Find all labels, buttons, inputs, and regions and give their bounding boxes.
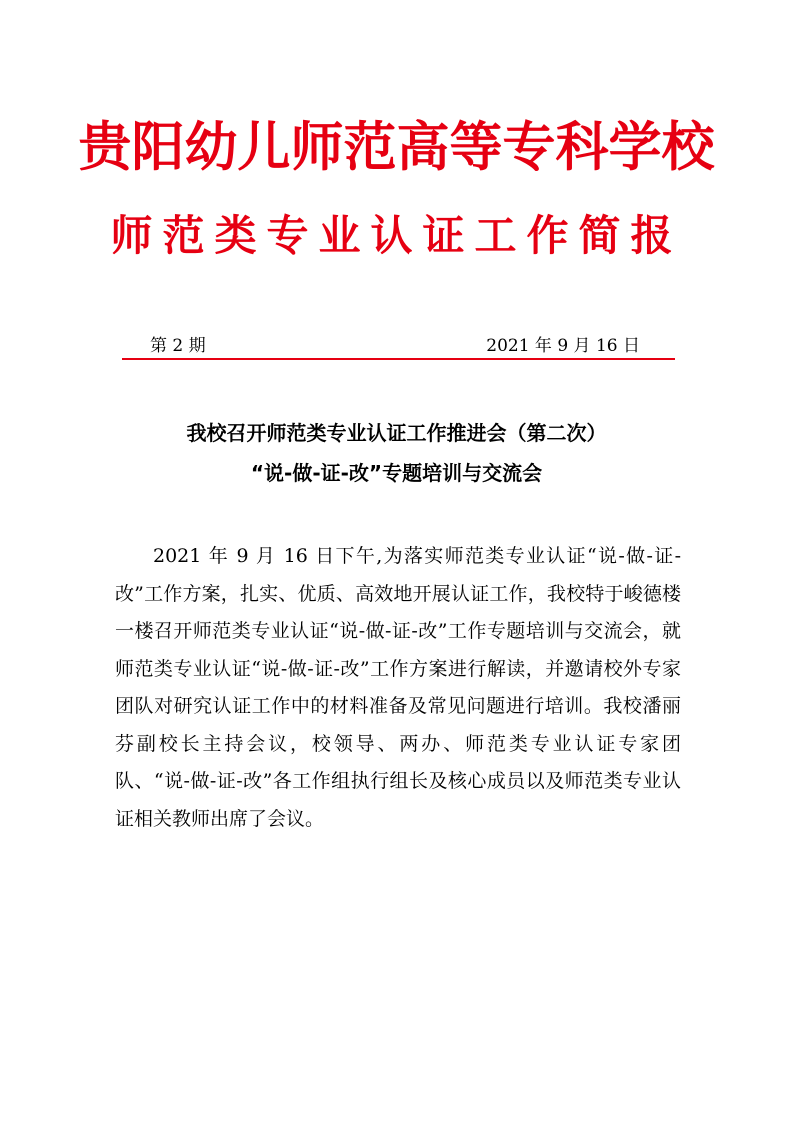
- masthead-school-name: 贵阳幼儿师范高等专科学校: [78, 117, 715, 178]
- article-headline-line2: “说-做-证-改”专题培训与交流会: [250, 461, 543, 485]
- issue-info-row: [122, 334, 675, 360]
- article-body-paragraph: 2021 年 9 月 16 日下午,为落实师范类专业认证“说-做-证-改”工作方案，扎实、优质、高效地开展认证工作，我校特于峻德楼一楼召开师范类专业认证“说-做-证-改”工作专题培训与交流会，就师范类专业认证“说-做-证-改”工作方案进行解读，并邀请校外专家团队对研究认证工作中的材料准备及常见问题进行培训。我校潘丽芬副校长主持会议，校领导、两办、师范类专业认证专家团队、“说-做-证-改”各工作组执行组长及核心成员以及师范类专业认证相关教师出席了会议。: [115, 545, 681, 830]
- masthead-bulletin-title: 师范类专业认证工作简报: [110, 211, 683, 260]
- issue-date: 2021 年 9 月 16 日: [486, 336, 640, 356]
- article-headline-line1: 我校召开师范类专业认证工作推进会（第二次）: [186, 421, 607, 445]
- red-divider-rule: [122, 358, 675, 360]
- issue-number: 第 2 期: [150, 336, 206, 356]
